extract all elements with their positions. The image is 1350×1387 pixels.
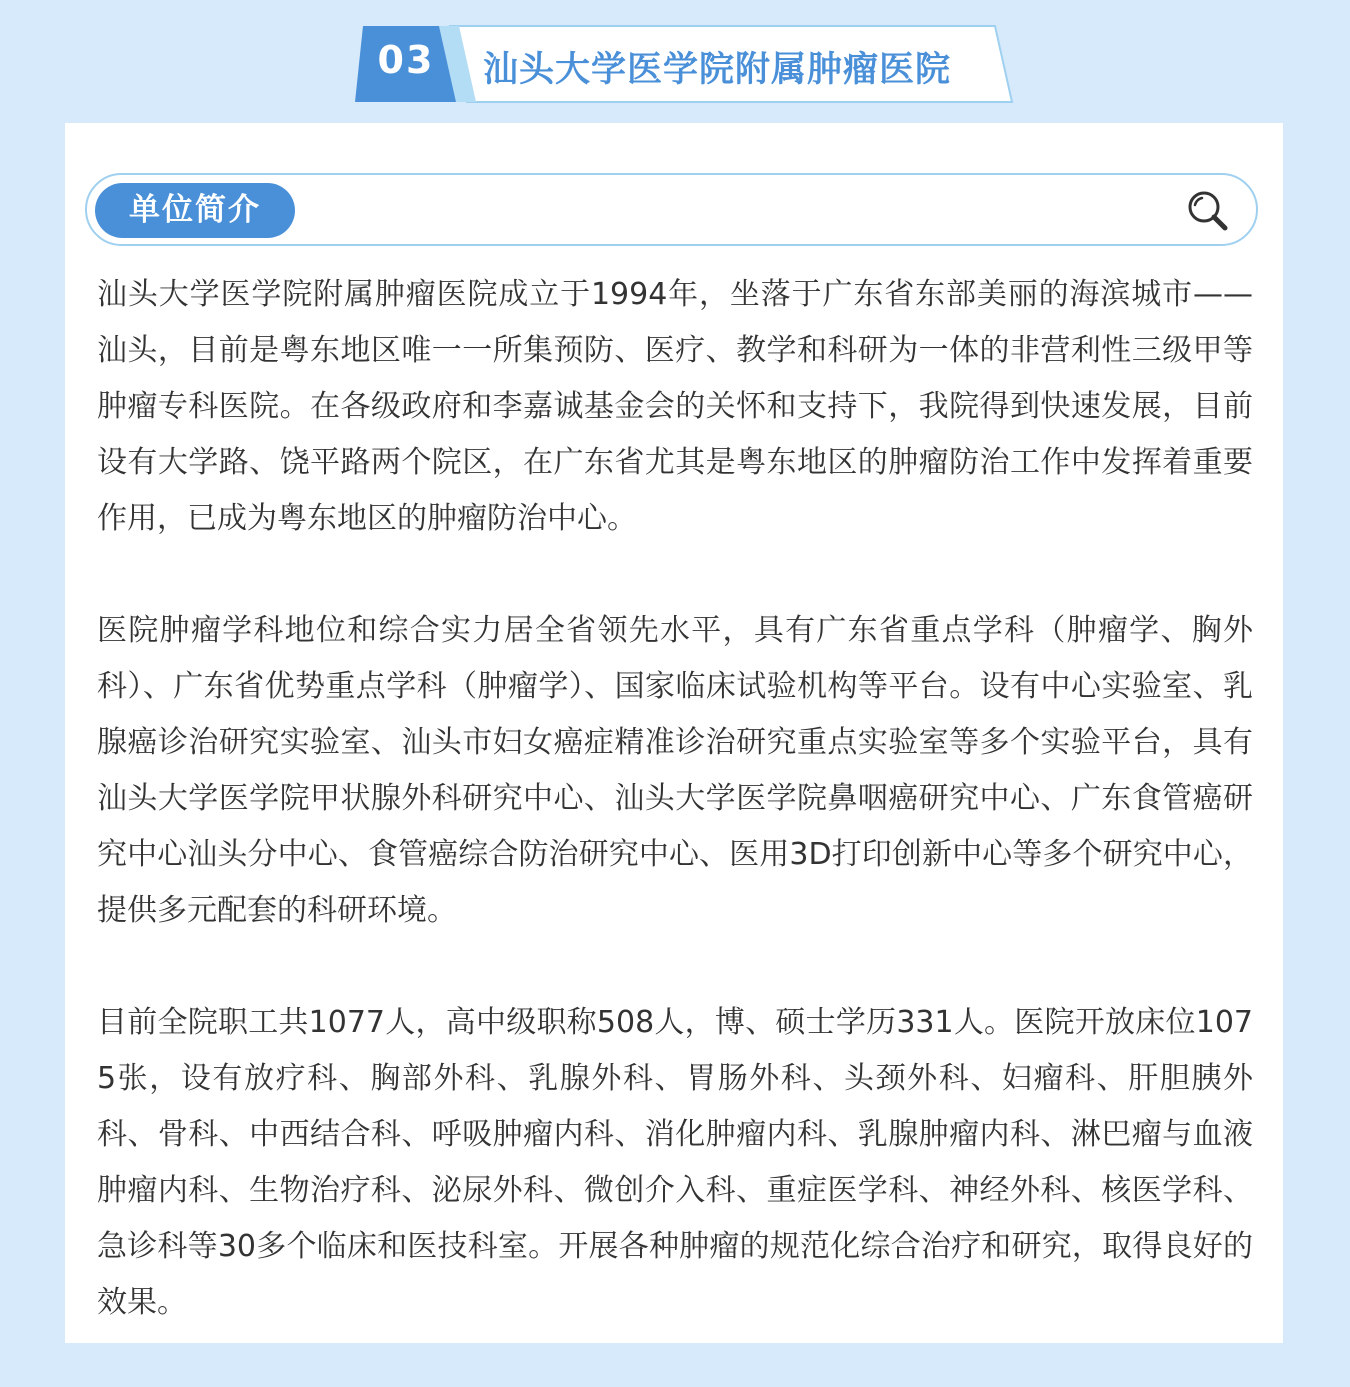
section-bar (85, 173, 1258, 246)
magnifier-icon (1184, 189, 1232, 233)
content-card (65, 123, 1283, 1343)
section-label: 单位简介 (95, 183, 295, 238)
paragraph: 汕头大学医学院附属肿瘤医院成立于1994年，坐落于广东省东部美丽的海滨城市——汕头，目前是粤东地区唯一一所集预防、医疗、教学和科研为一体的非营利性三级甲等肿瘤专科医院。在各级政府和李嘉诚基金会的关怀和支持下，我院得到快速发展，目前设有大学路、饶平路两个院区，在广东省尤其是粤东地区的肿瘤防治工作中发挥着重要作用，已成为粤东地区的肿瘤防治中心。 (97, 277, 1253, 536)
paragraph: 医院肿瘤学科地位和综合实力居全省领先水平，具有广东省重点学科（肿瘤学、胸外科）、广东省优势重点学科（肿瘤学）、国家临床试验机构等平台。设有中心实验室、乳腺癌诊治研究实验室、汕头市妇女癌症精准诊治研究重点实验室等多个实验平台，具有汕头大学医学院甲状腺外科研究中心、汕头大学医学院鼻咽癌研究中心、广东食管癌研究中心汕头分中心、食管癌综合防治研究中心、医用3D打印创新中心等多个研究中心，提供多元配套的科研环境。 (97, 613, 1253, 928)
page-title: 汕头大学医学院附属肿瘤医院 (483, 50, 952, 90)
paragraph: 目前全院职工共1077人，高中级职称508人，博、硕士学历331人。医院开放床位1075张，设有放疗科、胸部外科、乳腺外科、胃肠外科、头颈外科、妇瘤科、肝胆胰外科、骨科、中西结合科、呼吸肿瘤内科、消化肿瘤内科、乳腺肿瘤内科、淋巴瘤与血液肿瘤内科、生物治疗科、泌尿外科、微创介入科、重症医学科、神经外科、核医学科、急诊科等30多个临床和医技科室。开展各种肿瘤的规范化综合治疗和研究，取得良好的效果。 (97, 1005, 1253, 1320)
section-number: 03 (377, 38, 435, 82)
intro-text (97, 267, 1253, 1387)
section-header (355, 24, 1015, 104)
